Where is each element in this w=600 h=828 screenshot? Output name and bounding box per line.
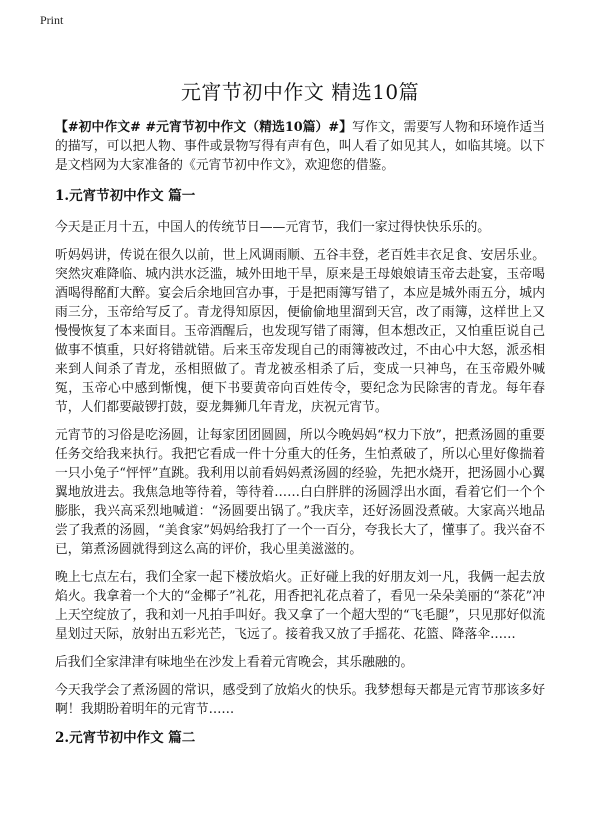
document-title: 元宵节初中作文 精选10篇 xyxy=(180,80,420,104)
print-label[interactable]: Print xyxy=(40,13,64,27)
paragraph: 元宵节的习俗是吃汤圆，让每家团团圆圆，所以今晚妈妈“权力下放”，把煮汤圆的重要任务交给我来执行。我把它看成一件十分重大的任务，生怕煮破了，所以心里好像揣着一只小兔子“怦怦”直跳。我利用以前看妈妈煮汤圆的经验，先把水烧开，把汤圆小心翼翼地放进去。我焦急地等待着，等待着……白白胖胖的汤圆浮出水面，看着它们一个个膨胀，我兴高采烈地喊道：“汤圆要出锅了。”我庆幸，还好汤圆没煮破。大家高兴地品尝了我煮的汤圆，“美食家”妈妈给我打了一个一百分，夸我长大了，懂事了。我兴奋不已，第煮汤圆就得到这么高的评价，我心里美滋滋的。 xyxy=(55,428,545,557)
paragraph: 今天我学会了煮汤圆的常识，感受到了放焰火的快乐。我梦想每天都是元宵节那该多好啊！我期盼着明年的元宵节…… xyxy=(55,683,545,717)
paragraph: 晚上七点左右，我们全家一起下楼放焰火。正好碰上我的好朋友刘一凡，我俩一起去放焰火。我拿着一个大的“金椰子”礼花，用香把礼花点着了，看见一朵朵美丽的“茶花”冲上天空绽放了，我和刘一凡拍手叫好。我又拿了一个超大型的“飞毛腿”，只见那好似流星划过天际，放射出五彩光芒，飞远了。接着我又放了手摇花、花篮、降落伞…… xyxy=(55,570,545,642)
section-heading: 1.元宵节初中作文 篇一 xyxy=(55,188,196,204)
intro-tag: 【#初中作文# #元宵节初中作文（精选10篇）#】 xyxy=(55,120,353,135)
intro-paragraph xyxy=(55,118,545,175)
section-heading: 2.元宵节初中作文 篇二 xyxy=(55,730,196,746)
intro-text: 写作文，需要写人物和环境作适当的描写，可以把人物、事件或景物写得有声有色，叫人看了如见其人，如临其境。以下是文档网为大家准备的《元宵节初中作文》，欢迎您的借鉴。 xyxy=(55,120,546,173)
document-body xyxy=(55,118,545,760)
paragraph: 听妈妈讲，传说在很久以前，世上风调雨顺、五谷丰登，老百姓丰衣足食、安居乐业。突然灾难降临、城内洪水泛滥，城外田地干旱，原来是王母娘娘请玉帝去赴宴，玉帝喝酒喝得酩酊大醉。宴会后余地回宫办事，于是把雨簿写错了，本应是城外雨五分，城内雨三分，玉帝给写反了。青龙得知原因，便偷偷地里溜到天宫，改了雨簿，这样世上又慢慢恢复了本来面目。玉帝酒醒后，也发现写错了雨簿，但本想改正，又怕重臣说自己做事不慎重，只好将错就错。后来玉帝发现自己的雨簿被改过，不由心中大怒，派丞相来到人间杀了青龙，丞相照做了。青龙被丞相杀了后，变成一只神鸟，在玉帝殿外喊冤，玉帝心中感到惭愧，便下书要黄帝向百姓传令，要纪念为民除害的青龙。每年春节，人们都要敲锣打鼓，耍龙舞狮几年青龙，庆祝元宵节。 xyxy=(55,248,545,415)
paragraph: 后我们全家津津有味地坐在沙发上看着元宵晚会，其乐融融的。 xyxy=(55,655,414,670)
paragraph: 今天是正月十五，中国人的传统节日——元宵节，我们一家过得快快乐乐的。 xyxy=(55,220,491,235)
